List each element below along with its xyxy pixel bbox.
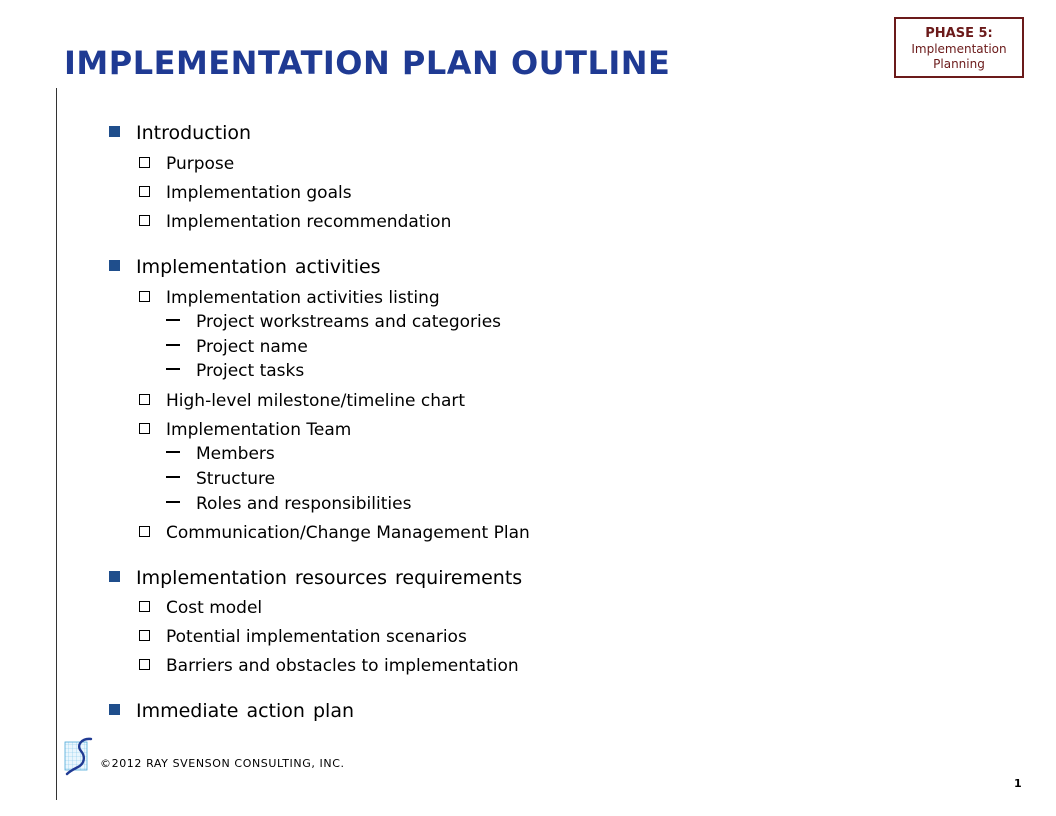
outline-item-label: Implementation resources requirements [136, 567, 523, 589]
open-square-bullet-icon [139, 423, 150, 434]
outline-subitem-label: Implementation goals [166, 183, 352, 203]
outline-subitem-label: Implementation Team [166, 420, 352, 440]
outline-item-resources [109, 566, 522, 590]
open-square-bullet-icon [139, 630, 150, 641]
outline-subitem-label: High-level milestone/timeline chart [166, 391, 466, 411]
dash-bullet-icon [166, 319, 180, 321]
outline-subitem [139, 287, 440, 309]
copyright-text: ©2012 RAY SVENSON CONSULTING, INC. [100, 757, 345, 770]
outline-item-activities [109, 255, 381, 279]
outline-subsubitem [166, 443, 275, 465]
page-number: 1 [1014, 777, 1022, 790]
outline-subsubitem [166, 336, 308, 358]
outline-subitem-label: Communication/Change Management Plan [166, 523, 530, 543]
outline-subsubitem-label: Structure [196, 469, 276, 489]
dash-bullet-icon [166, 451, 180, 453]
outline-subitem-label: Implementation activities listing [166, 288, 440, 308]
filled-square-bullet-icon [109, 260, 120, 271]
open-square-bullet-icon [139, 526, 150, 537]
outline-subitem-label: Barriers and obstacles to implementation [166, 656, 519, 676]
outline-subitem [139, 419, 351, 441]
outline-subitem [139, 597, 262, 619]
outline-subsubitem-label: Members [196, 444, 275, 464]
open-square-bullet-icon [139, 291, 150, 302]
open-square-bullet-icon [139, 394, 150, 405]
dash-bullet-icon [166, 368, 180, 370]
outline-subsubitem [166, 311, 501, 333]
outline-subitem [139, 655, 519, 677]
outline-subsubitem [166, 360, 304, 382]
outline-subitem-label: Implementation recommendation [166, 212, 452, 232]
open-square-bullet-icon [139, 601, 150, 612]
outline-item-label: Immediate action plan [136, 700, 355, 722]
phase-badge-line-2: Planning [933, 57, 985, 71]
open-square-bullet-icon [139, 157, 150, 168]
outline-subitem [139, 211, 451, 233]
dash-bullet-icon [166, 501, 180, 503]
filled-square-bullet-icon [109, 704, 120, 715]
outline-subitem-label: Purpose [166, 154, 235, 174]
outline-subitem [139, 153, 234, 175]
outline-subitem [139, 182, 352, 204]
outline-subitem-label: Cost model [166, 598, 263, 618]
dash-bullet-icon [166, 476, 180, 478]
outline-subitem [139, 522, 530, 544]
outline-subitem [139, 626, 467, 648]
outline-item-label: Introduction [136, 122, 252, 144]
outline-subsubitem-label: Project workstreams and categories [196, 312, 502, 332]
phase-badge-title: PHASE 5: [925, 26, 993, 41]
s-logo-icon [64, 736, 96, 776]
open-square-bullet-icon [139, 215, 150, 226]
outline-subitem [139, 390, 465, 412]
outline-item-introduction [109, 121, 251, 145]
filled-square-bullet-icon [109, 571, 120, 582]
outline-subsubitem-label: Roles and responsibilities [196, 494, 412, 514]
page-title: IMPLEMENTATION PLAN OUTLINE [64, 44, 671, 82]
outline-subitem-label: Potential implementation scenarios [166, 627, 467, 647]
outline-subsubitem-label: Project name [196, 337, 308, 357]
outline-subsubitem [166, 468, 275, 490]
dash-bullet-icon [166, 344, 180, 346]
outline-item-label: Implementation activities [136, 256, 381, 278]
phase-badge-line-1: Implementation [911, 42, 1007, 56]
open-square-bullet-icon [139, 186, 150, 197]
outline-subsubitem [166, 493, 411, 515]
outline-item-action-plan [109, 699, 354, 723]
filled-square-bullet-icon [109, 126, 120, 137]
open-square-bullet-icon [139, 659, 150, 670]
outline-subsubitem-label: Project tasks [196, 361, 305, 381]
